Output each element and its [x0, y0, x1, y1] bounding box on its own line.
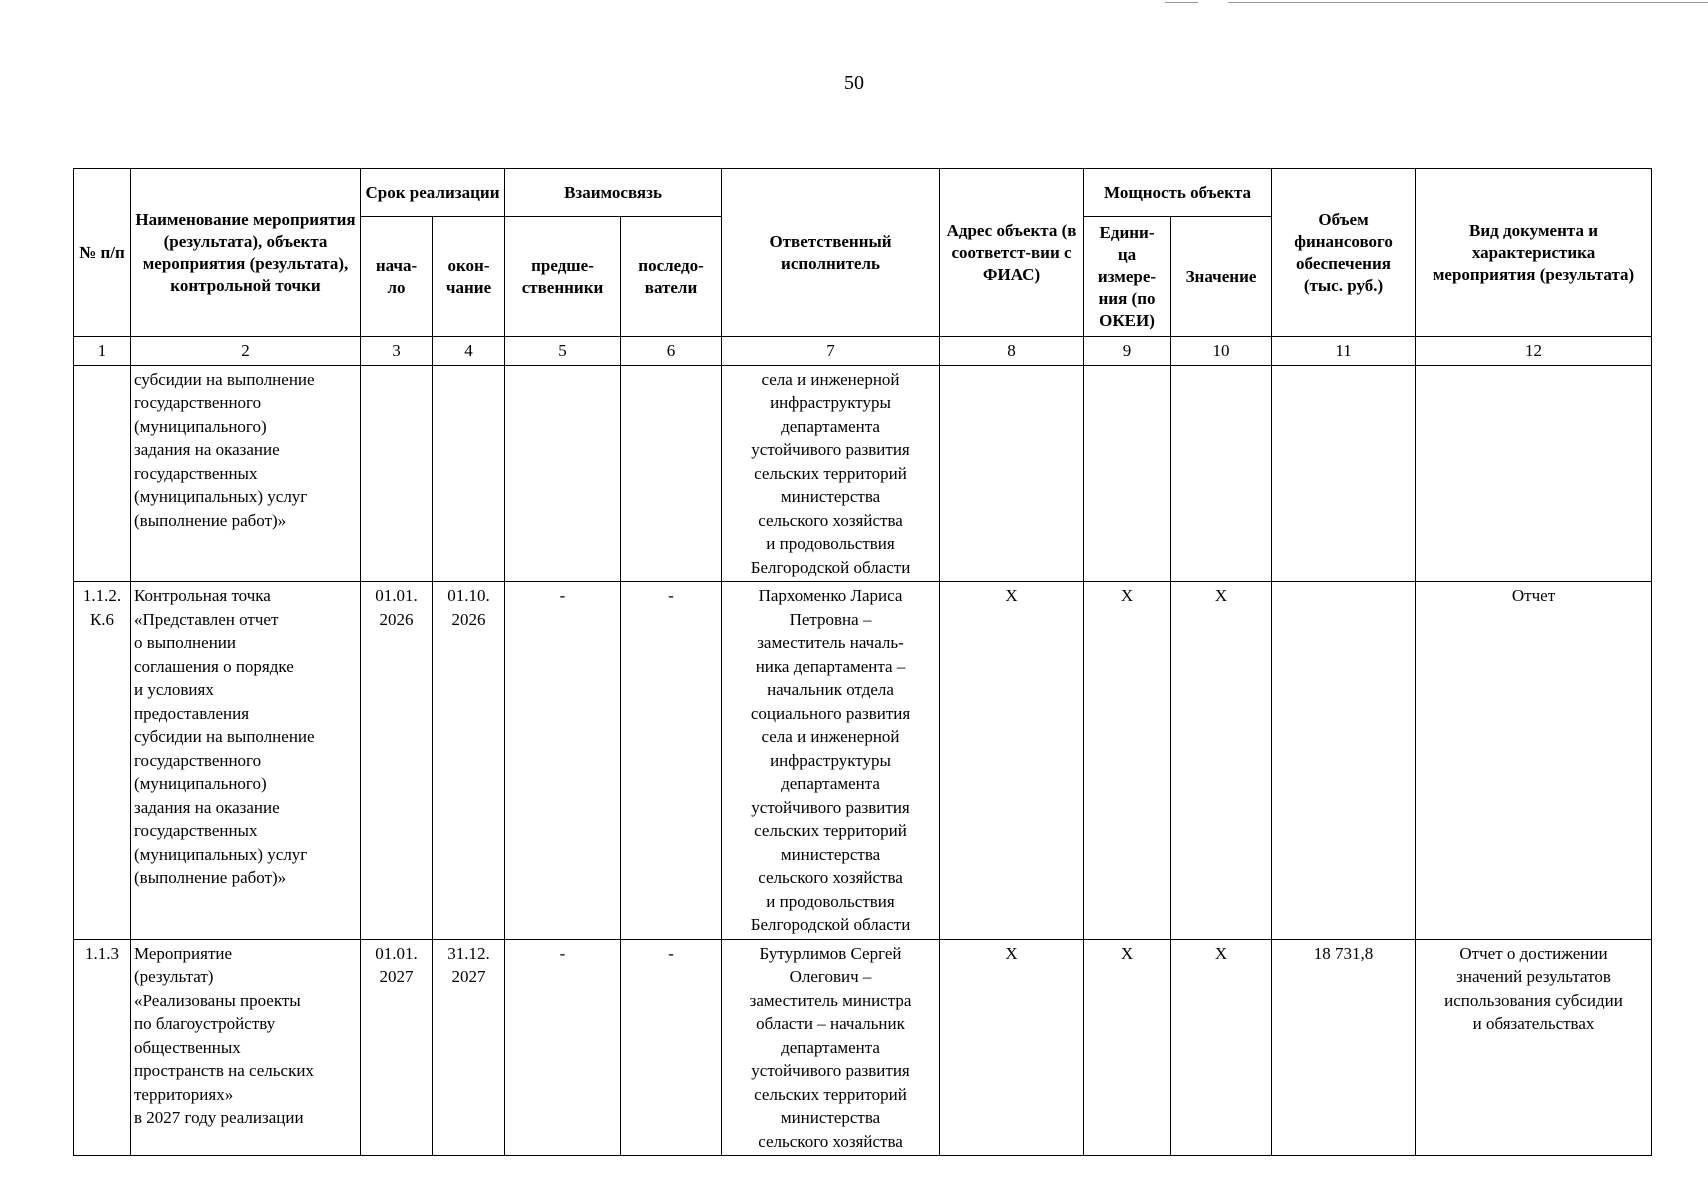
row-responsible: Пархоменко Лариса Петровна – заместитель началь- ника департамента – начальник отдела социального развития села и инженерной инфраструктуры департамента устойчивого развития сельских территорий министерства сельского хозяйства и продовольствия Белгородской области: [722, 582, 940, 940]
row-successors: [621, 365, 722, 582]
header-predecessors: предше- ственники: [505, 217, 621, 337]
header-link-group: Взаимосвязь: [505, 169, 722, 217]
row-num: 1.1.2. К.6: [74, 582, 131, 940]
header-successors: последо- ватели: [621, 217, 722, 337]
top-rule-right: [1228, 2, 1708, 3]
header-unit: Едини- ца измере- ния (по ОКЕИ): [1084, 217, 1171, 337]
row-end: 01.10. 2026: [433, 582, 505, 940]
row-finance: [1272, 582, 1416, 940]
column-number: 8: [940, 337, 1084, 366]
row-name: Мероприятие (результат) «Реализованы проекты по благоустройству общественных пространств на сельских территориях» в 2027 году реализации: [131, 939, 361, 1156]
row-document: [1416, 365, 1652, 582]
row-unit: Х: [1084, 939, 1171, 1156]
row-start: 01.01. 2027: [361, 939, 433, 1156]
row-num: [74, 365, 131, 582]
row-end: 31.12. 2027: [433, 939, 505, 1156]
row-start: 01.01. 2026: [361, 582, 433, 940]
header-name: Наименование мероприятия (результата), объекта мероприятия (результата), контрольной точки: [131, 169, 361, 337]
column-number: 7: [722, 337, 940, 366]
header-dates-group: Срок реализации: [361, 169, 505, 217]
row-responsible: Бутурлимов Сергей Олегович – заместитель министра области – начальник департамента устойчивого развития сельских территорий министерства сельского хозяйства: [722, 939, 940, 1156]
row-name: Контрольная точка «Представлен отчет о выполнении соглашения о порядке и условиях предоставления субсидии на выполнение государственного (муниципального) задания на оказание государственных (муниципальных) услуг (выполнение работ)»: [131, 582, 361, 940]
header-value: Значение: [1171, 217, 1272, 337]
row-address: Х: [940, 582, 1084, 940]
row-predecessors: -: [505, 582, 621, 940]
row-value: Х: [1171, 582, 1272, 940]
column-number: 12: [1416, 337, 1652, 366]
row-value: Х: [1171, 939, 1272, 1156]
column-number: 11: [1272, 337, 1416, 366]
row-successors: -: [621, 939, 722, 1156]
row-finance: [1272, 365, 1416, 582]
column-number: 5: [505, 337, 621, 366]
row-value: [1171, 365, 1272, 582]
row-start: [361, 365, 433, 582]
page-number: 50: [844, 72, 864, 94]
table-row: [74, 582, 1652, 940]
header-row-1: [74, 169, 1652, 217]
table-row: [74, 939, 1652, 1156]
plan-table: [73, 168, 1652, 1156]
header-start: нача- ло: [361, 217, 433, 337]
column-number: 10: [1171, 337, 1272, 366]
row-name: субсидии на выполнение государственного (муниципального) задания на оказание государственных (муниципальных) услуг (выполнение работ)»: [131, 365, 361, 582]
row-num: 1.1.3: [74, 939, 131, 1156]
row-address: [940, 365, 1084, 582]
column-number: 3: [361, 337, 433, 366]
row-unit: [1084, 365, 1171, 582]
row-predecessors: [505, 365, 621, 582]
column-number: 1: [74, 337, 131, 366]
row-document: Отчет: [1416, 582, 1652, 940]
column-number-row: [74, 337, 1652, 366]
header-end: окон- чание: [433, 217, 505, 337]
row-end: [433, 365, 505, 582]
top-rule-left: [1165, 2, 1198, 3]
column-number: 9: [1084, 337, 1171, 366]
header-finance: Объем финансового обеспечения (тыс. руб.): [1272, 169, 1416, 337]
row-address: Х: [940, 939, 1084, 1156]
table-row: [74, 365, 1652, 582]
header-document: Вид документа и характеристика мероприятия (результата): [1416, 169, 1652, 337]
row-finance: 18 731,8: [1272, 939, 1416, 1156]
row-predecessors: -: [505, 939, 621, 1156]
header-responsible: Ответственный исполнитель: [722, 169, 940, 337]
row-unit: Х: [1084, 582, 1171, 940]
header-address: Адрес объекта (в соответст-вии с ФИАС): [940, 169, 1084, 337]
row-document: Отчет о достижении значений результатов использования субсидии и обязательствах: [1416, 939, 1652, 1156]
header-capacity-group: Мощность объекта: [1084, 169, 1272, 217]
header-num: № п/п: [74, 169, 131, 337]
column-number: 6: [621, 337, 722, 366]
column-number: 2: [131, 337, 361, 366]
row-responsible: села и инженерной инфраструктуры департамента устойчивого развития сельских территорий министерства сельского хозяйства и продовольствия Белгородской области: [722, 365, 940, 582]
row-successors: -: [621, 582, 722, 940]
column-number: 4: [433, 337, 505, 366]
